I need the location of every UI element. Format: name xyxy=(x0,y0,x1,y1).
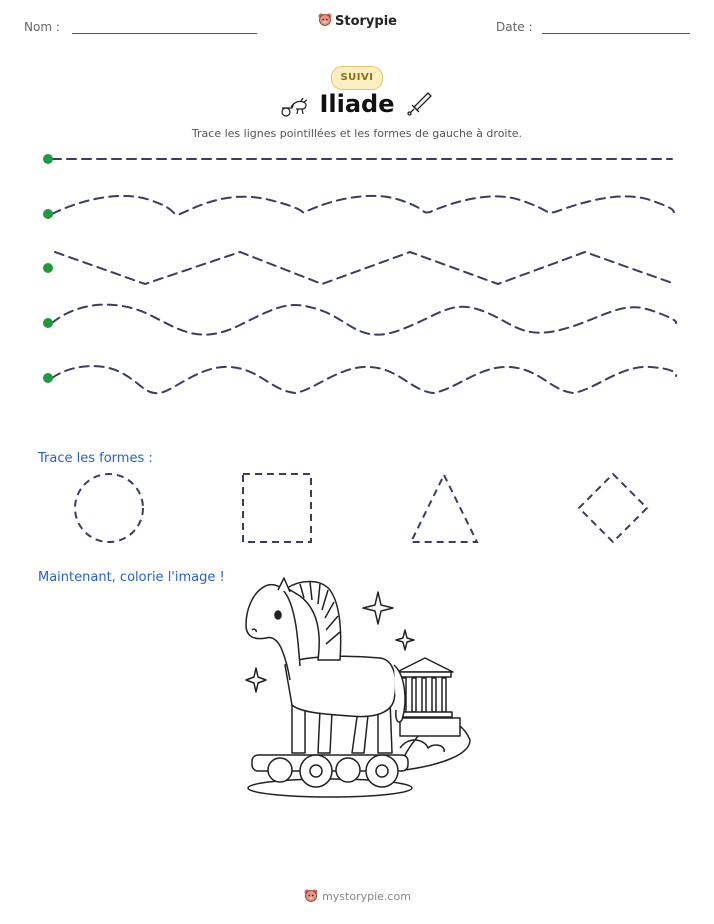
color-heading: Maintenant, colorie l'image ! xyxy=(38,570,225,585)
storypie-bear-logo-icon xyxy=(303,888,319,904)
page-title: Iliade xyxy=(319,90,395,118)
start-dot xyxy=(43,318,53,328)
trace-line-gentle-wave[interactable] xyxy=(52,196,674,214)
date-label: Date : xyxy=(496,20,533,34)
sparkle-icon xyxy=(246,668,266,692)
trace-line-wave[interactable] xyxy=(52,305,676,335)
horse-body xyxy=(285,656,396,716)
trace-line-hump-wave[interactable] xyxy=(52,366,676,393)
start-dot xyxy=(43,209,53,219)
trojan-horse-illustration[interactable] xyxy=(0,570,714,810)
name-label: Nom : xyxy=(24,20,60,34)
page-subtitle: Trace les lignes pointillées et les formes de gauche à droite. xyxy=(191,127,523,140)
shapes-area xyxy=(0,460,714,555)
trace-shape-diamond[interactable] xyxy=(579,474,647,542)
sparkle-icon xyxy=(396,630,414,650)
start-dot xyxy=(43,263,53,273)
temple-icon xyxy=(397,658,460,736)
trace-shape-square[interactable] xyxy=(243,474,311,542)
trace-shape-triangle[interactable] xyxy=(411,475,477,542)
start-dot xyxy=(43,373,53,383)
footer-link[interactable]: mystorypie.com xyxy=(322,890,411,903)
trace-shape-circle[interactable] xyxy=(75,474,143,542)
level-badge: SUIVI xyxy=(331,66,383,90)
shapes-heading: Trace les formes : xyxy=(38,451,153,466)
brand-name: Storypie xyxy=(335,14,397,29)
start-dot xyxy=(43,154,53,164)
sparkle-icon xyxy=(363,592,393,624)
tracing-area xyxy=(0,0,714,420)
footer xyxy=(0,888,714,904)
trace-line-zigzag[interactable] xyxy=(55,252,675,284)
horse-head xyxy=(246,585,300,680)
